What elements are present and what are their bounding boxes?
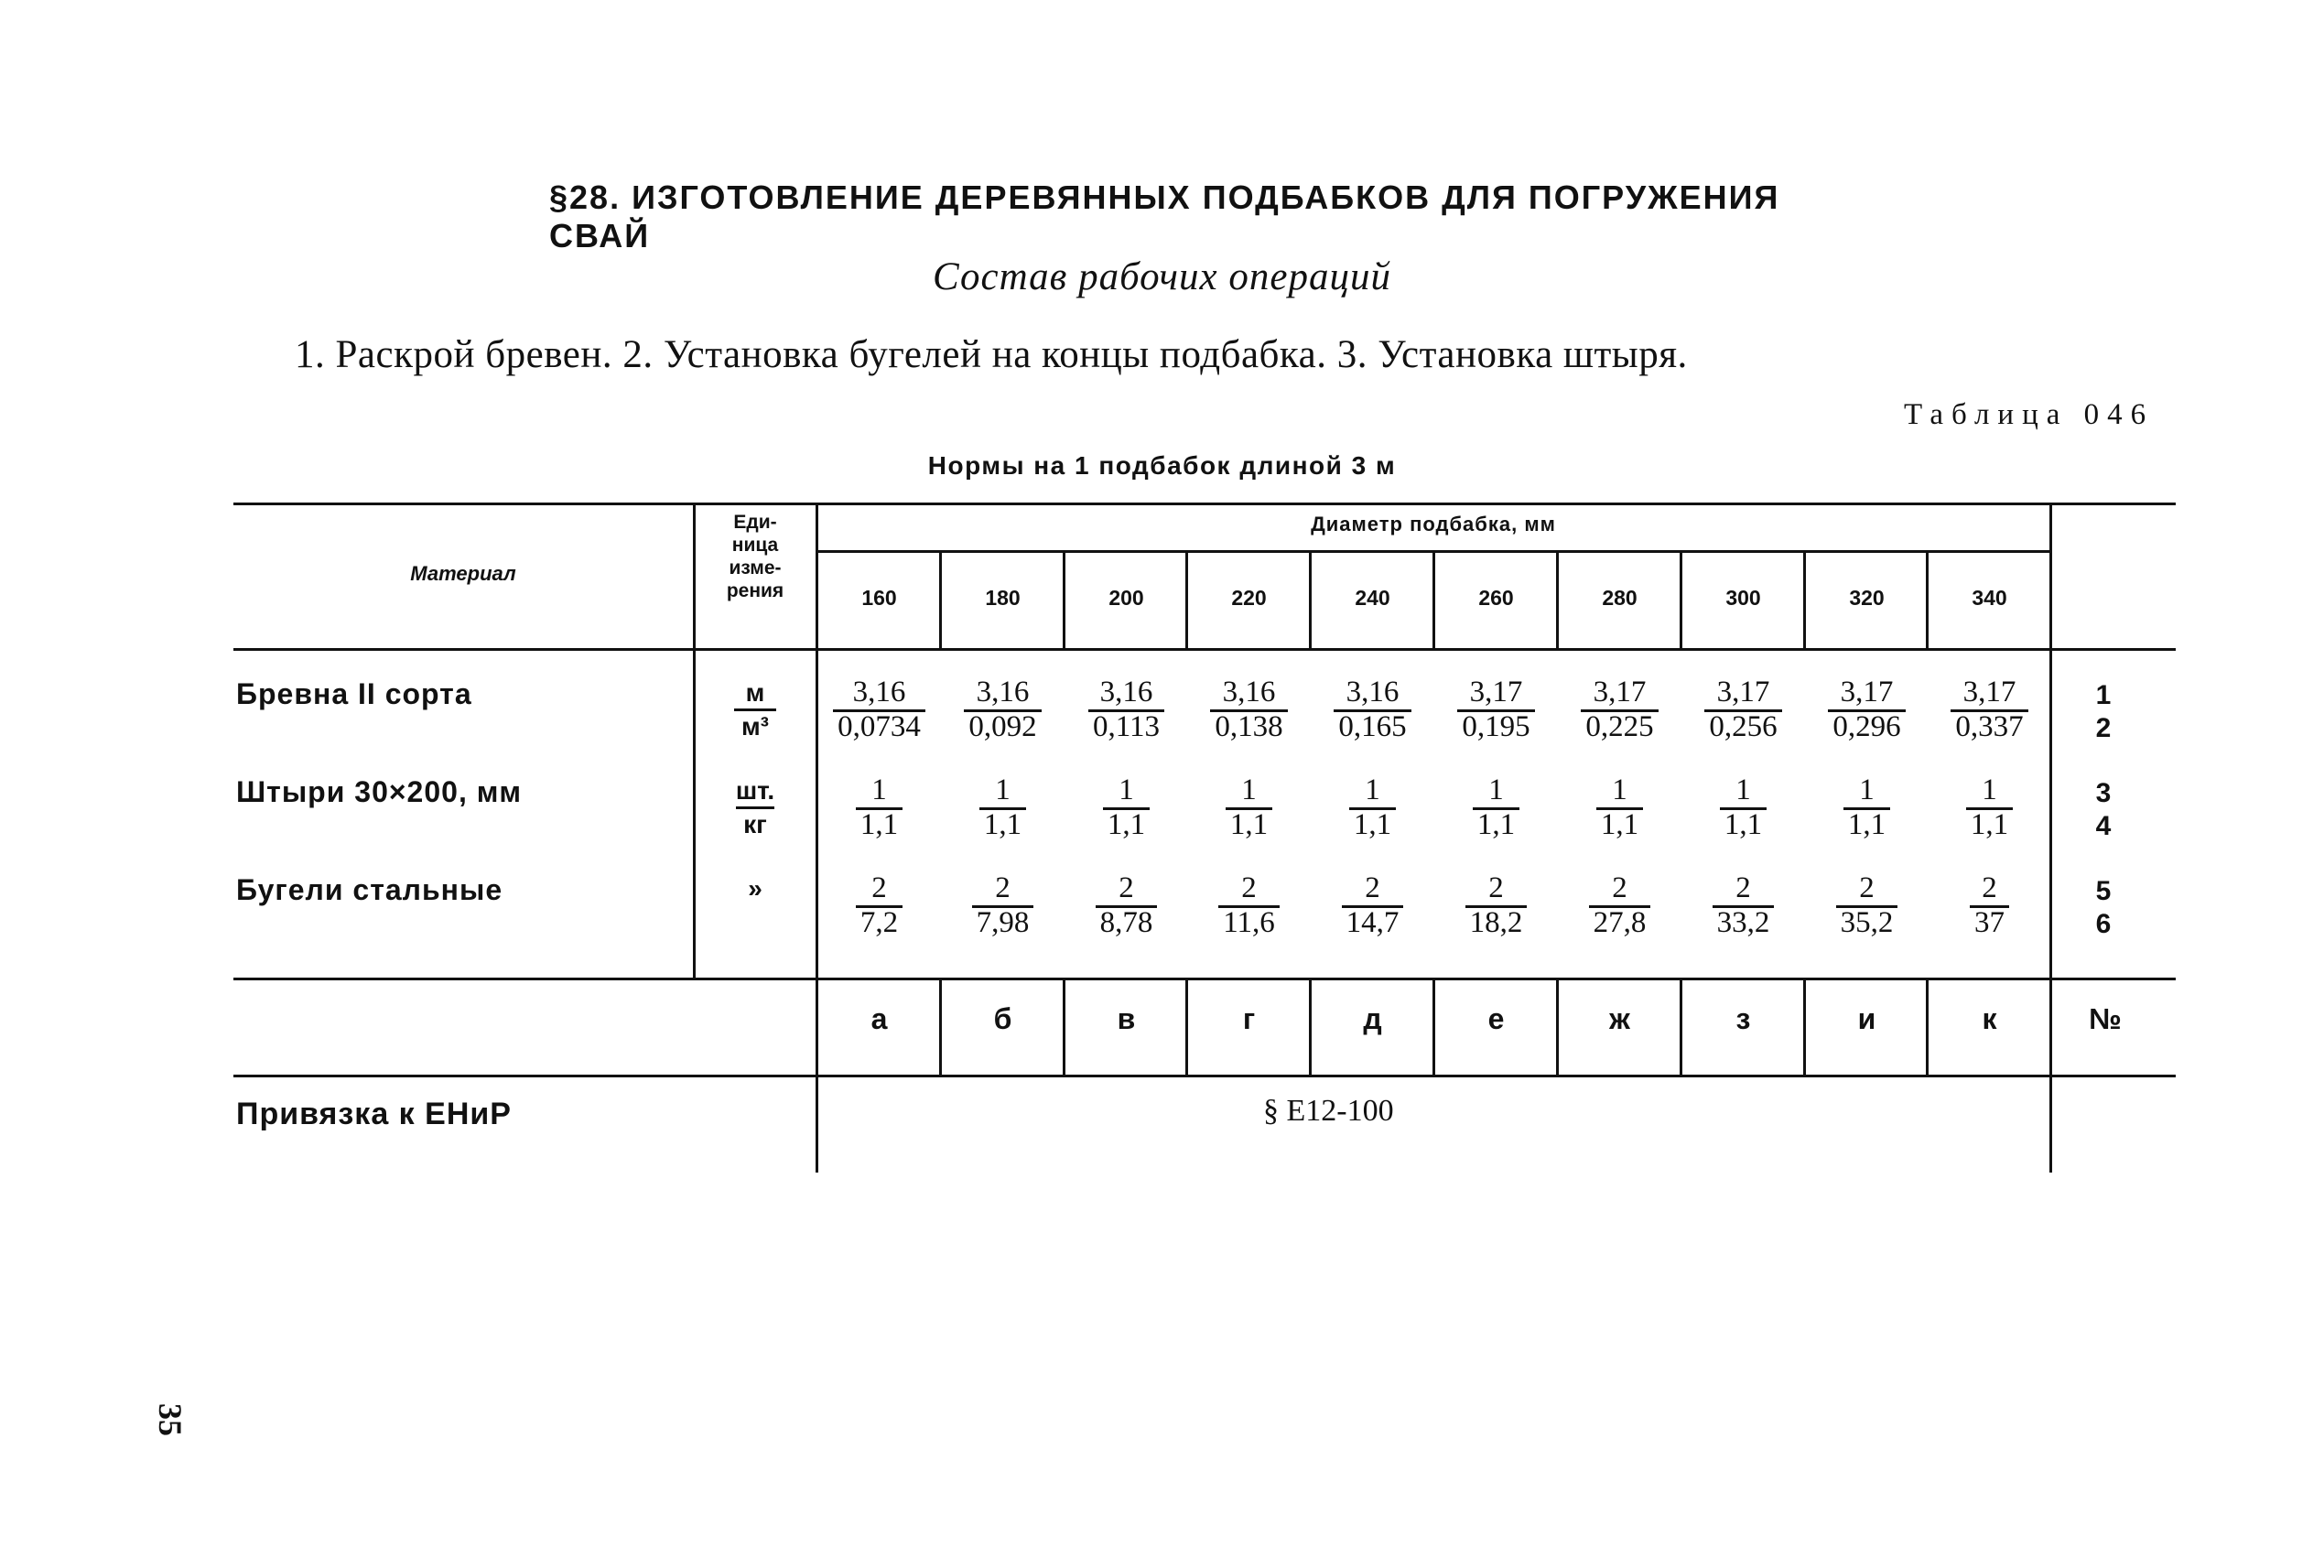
value-fraction [1559, 773, 1681, 842]
body-bottom-rule [233, 978, 2176, 980]
diameter-header: Диаметр подбабка, мм [1311, 513, 1556, 535]
value-numerator: 2 [1735, 871, 1751, 904]
value-numerator: 2 [1365, 871, 1380, 904]
row-unit-collars [714, 873, 796, 904]
value-numerator: 2 [1488, 871, 1504, 904]
diameter-160: 160 [861, 586, 897, 610]
table-top-rule [233, 503, 2176, 505]
header-bottom-rule [233, 648, 2176, 651]
value-denominator: 14,7 [1342, 905, 1404, 938]
value-fraction [1435, 871, 1557, 940]
value-numerator: 3,17 [1469, 676, 1523, 708]
value-numerator: 1 [1488, 773, 1504, 806]
diameter-260: 260 [1478, 586, 1514, 610]
row-number: 4 [2095, 811, 2112, 841]
unit-numerator: шт. [735, 776, 775, 805]
value-numerator: 2 [871, 871, 887, 904]
value-fraction [1312, 871, 1433, 940]
value-fraction [1435, 676, 1557, 744]
value-fraction [1188, 871, 1310, 940]
value-numerator: 2 [1859, 871, 1875, 904]
row-number: 6 [2095, 909, 2112, 939]
value-fraction [1682, 676, 1804, 744]
column-code: в [1117, 1002, 1136, 1035]
value-fraction [818, 676, 940, 744]
value-denominator: 0,138 [1210, 709, 1287, 742]
value-denominator: 1,1 [979, 807, 1026, 840]
table-caption: Нормы на 1 подбабок длиной 3 м [927, 451, 1397, 480]
unit-denominator: кг [736, 806, 774, 840]
value-fraction [942, 676, 1064, 744]
value-fraction [1065, 773, 1187, 842]
value-numerator: 1 [1859, 773, 1875, 806]
value-denominator: 11,6 [1218, 905, 1280, 938]
value-denominator: 27,8 [1589, 905, 1651, 938]
value-denominator: 7,2 [856, 905, 903, 938]
material-header: Материал [410, 562, 516, 585]
value-numerator: 1 [1119, 773, 1134, 806]
row-number: 2 [2095, 713, 2112, 743]
row-number: 1 [2095, 680, 2112, 710]
value-fraction [1188, 773, 1310, 842]
codes-bottom-rule [233, 1075, 2176, 1077]
diameter-240: 240 [1355, 586, 1390, 610]
value-fraction [1435, 773, 1557, 842]
value-denominator: 0,337 [1951, 709, 2027, 742]
value-denominator: 1,1 [1103, 807, 1150, 840]
enir-label: Привязка к ЕНиР [236, 1097, 512, 1131]
diameter-320: 320 [1849, 586, 1885, 610]
diameter-300: 300 [1725, 586, 1761, 610]
row-numbers-pins [2078, 777, 2129, 843]
row-unit-logs [714, 677, 796, 742]
value-denominator: 1,1 [1720, 807, 1767, 840]
operations-heading: Состав рабочих операций [933, 255, 1391, 298]
value-denominator: 0,165 [1334, 709, 1411, 742]
value-denominator: 1,1 [1473, 807, 1519, 840]
value-denominator: 1,1 [856, 807, 903, 840]
unit-numerator: м [745, 678, 765, 707]
value-fraction [818, 773, 940, 842]
column-code: а [870, 1002, 888, 1035]
unit-header-line: изме- [729, 557, 782, 579]
value-fraction [1929, 871, 2050, 940]
row-unit-pins [714, 775, 796, 840]
value-fraction [818, 871, 940, 940]
value-fraction [1806, 676, 1928, 744]
operations-list: 1. Раскрой бревен. 2. Установка бугелей на концы подбабка. 3. Установка штыря. [295, 333, 1688, 376]
value-fraction [1929, 773, 2050, 842]
enir-reference: § Е12-100 [1263, 1094, 1394, 1128]
value-fraction [1682, 773, 1804, 842]
value-numerator: 1 [1365, 773, 1380, 806]
value-denominator: 1,1 [1226, 807, 1272, 840]
value-numerator: 3,16 [976, 676, 1030, 708]
row-material-logs: Бревна II сорта [236, 677, 472, 710]
value-numerator: 1 [1982, 773, 1997, 806]
value-denominator: 1,1 [1596, 807, 1643, 840]
unit-header [696, 511, 815, 602]
value-numerator: 3,16 [1222, 676, 1276, 708]
diameter-180: 180 [985, 586, 1021, 610]
value-fraction [1806, 773, 1928, 842]
value-fraction [1312, 773, 1433, 842]
value-numerator: 2 [1612, 871, 1627, 904]
section-heading: §28. ИЗГОТОВЛЕНИЕ ДЕРЕВЯННЫХ ПОДБАБКОВ ДЛЯ ПОГРУЖЕНИЯ СВАЙ [549, 178, 1780, 254]
column-code: г [1242, 1002, 1256, 1035]
value-denominator: 18,2 [1465, 905, 1528, 938]
value-denominator: 0,0734 [833, 709, 925, 742]
value-denominator: 35,2 [1836, 905, 1898, 938]
diameter-340: 340 [1972, 586, 2007, 610]
diameter-220: 220 [1231, 586, 1267, 610]
value-fraction [1188, 676, 1310, 744]
column-code: к [1982, 1002, 1997, 1035]
value-numerator: 3,16 [1099, 676, 1153, 708]
value-denominator: 1,1 [1843, 807, 1890, 840]
page-number: 35 [152, 1403, 189, 1436]
value-denominator: 8,78 [1096, 905, 1158, 938]
value-denominator: 0,113 [1088, 709, 1164, 742]
value-fraction [1559, 676, 1681, 744]
row-number: 3 [2095, 778, 2112, 808]
value-fraction [1929, 676, 2050, 744]
column-code: е [1487, 1002, 1505, 1035]
value-denominator: 33,2 [1713, 905, 1775, 938]
row-material-pins: Штыри 30×200, мм [236, 775, 523, 808]
row-numbers-collars [2078, 875, 2129, 941]
value-numerator: 3,16 [1346, 676, 1400, 708]
column-code: ж [1609, 1002, 1630, 1035]
value-numerator: 3,17 [1840, 676, 1894, 708]
unit-denominator: м³ [734, 708, 776, 742]
value-fraction [942, 871, 1064, 940]
value-numerator: 2 [1982, 871, 1997, 904]
row-number: 5 [2095, 876, 2112, 906]
value-fraction [1065, 871, 1187, 940]
value-denominator: 7,98 [972, 905, 1034, 938]
value-fraction [1682, 871, 1804, 940]
value-denominator: 1,1 [1349, 807, 1396, 840]
diameter-200: 200 [1108, 586, 1144, 610]
value-denominator: 0,225 [1581, 709, 1658, 742]
value-numerator: 1 [1612, 773, 1627, 806]
column-code: з [1735, 1002, 1751, 1035]
diameter-280: 280 [1602, 586, 1638, 610]
column-code: д [1363, 1002, 1382, 1035]
value-numerator: 3,16 [852, 676, 906, 708]
value-denominator: 37 [1970, 905, 2009, 938]
value-fraction [1312, 676, 1433, 744]
value-numerator: 2 [1119, 871, 1134, 904]
column-code: и [1857, 1002, 1876, 1035]
unit-ditto-mark: » [748, 874, 762, 903]
unit-header-line: рения [726, 580, 784, 601]
value-denominator: 0,092 [964, 709, 1041, 742]
value-numerator: 1 [995, 773, 1011, 806]
value-numerator: 1 [1241, 773, 1257, 806]
value-numerator: 3,17 [1716, 676, 1770, 708]
number-sign: № [2089, 1002, 2122, 1035]
value-numerator: 3,17 [1962, 676, 2016, 708]
value-numerator: 3,17 [1593, 676, 1647, 708]
value-fraction [1065, 676, 1187, 744]
value-denominator: 0,256 [1704, 709, 1781, 742]
value-denominator: 0,296 [1828, 709, 1905, 742]
value-numerator: 1 [871, 773, 887, 806]
table-label: Таблица 046 [1904, 398, 2155, 431]
row-numbers-logs [2078, 679, 2129, 745]
value-denominator: 1,1 [1966, 807, 2013, 840]
unit-header-line: ница [731, 535, 779, 556]
value-denominator: 0,195 [1457, 709, 1534, 742]
row-material-collars: Бугели стальные [236, 873, 503, 906]
value-fraction [942, 773, 1064, 842]
value-numerator: 1 [1735, 773, 1751, 806]
value-numerator: 2 [1241, 871, 1257, 904]
unit-header-line: Еди- [733, 512, 777, 533]
value-fraction [1806, 871, 1928, 940]
value-fraction [1559, 871, 1681, 940]
column-code: б [993, 1002, 1012, 1035]
value-numerator: 2 [995, 871, 1011, 904]
